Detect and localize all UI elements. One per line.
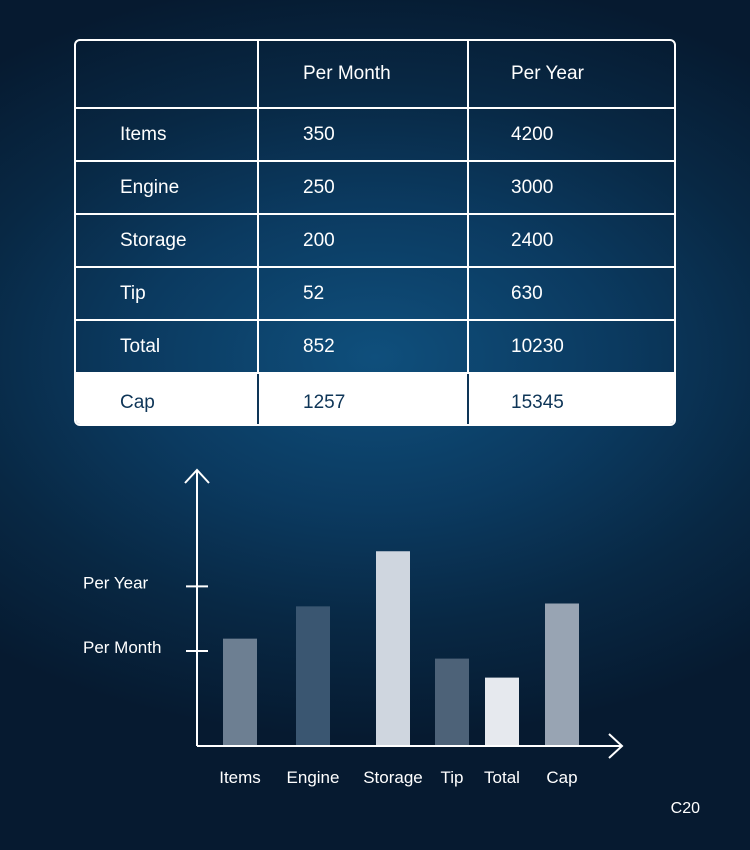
row-month-value: 200 xyxy=(258,214,468,267)
row-month-value: 852 xyxy=(258,320,468,373)
bar-items xyxy=(223,639,257,746)
row-year-value: 2400 xyxy=(468,214,676,267)
row-month-value: 1257 xyxy=(258,373,468,426)
bar-engine xyxy=(296,606,330,746)
row-label: Total xyxy=(76,320,258,373)
comparison-table xyxy=(74,39,676,426)
header-per-month: Per Month xyxy=(258,41,468,108)
table-row xyxy=(76,161,676,214)
row-year-value: 10230 xyxy=(468,320,676,373)
row-year-value: 630 xyxy=(468,267,676,320)
row-year-value: 4200 xyxy=(468,108,676,161)
row-label: Cap xyxy=(76,373,258,426)
x-tick-label: Tip xyxy=(440,768,464,787)
row-month-value: 52 xyxy=(258,267,468,320)
x-tick-label: Cap xyxy=(546,768,578,787)
table-row xyxy=(76,267,676,320)
row-label: Storage xyxy=(76,214,258,267)
x-tick-label: Engine xyxy=(286,768,340,787)
header-per-year: Per Year xyxy=(468,41,676,108)
x-tick-label: Storage xyxy=(363,768,423,787)
x-tick-label: Total xyxy=(484,768,520,787)
table-header-row xyxy=(76,41,676,108)
row-month-value: 350 xyxy=(258,108,468,161)
row-month-value: 250 xyxy=(258,161,468,214)
y-tick-label: Per Month xyxy=(83,638,162,657)
table-row xyxy=(76,214,676,267)
figure-code: C20 xyxy=(670,800,700,817)
bar-chart xyxy=(0,440,750,800)
table-row xyxy=(76,320,676,373)
row-label: Items xyxy=(76,108,258,161)
y-tick-label: Per Year xyxy=(83,573,149,593)
header-empty xyxy=(76,41,258,108)
bar-cap xyxy=(545,604,579,747)
row-year-value: 3000 xyxy=(468,161,676,214)
bar-storage xyxy=(376,551,410,746)
x-tick-label: Items xyxy=(219,768,261,787)
row-year-value: 15345 xyxy=(468,373,676,426)
bar-tip xyxy=(435,659,469,746)
table-row-highlight xyxy=(76,373,676,426)
bar-total xyxy=(485,678,519,746)
table-row xyxy=(76,108,676,161)
row-label: Tip xyxy=(76,267,258,320)
row-label: Engine xyxy=(76,161,258,214)
